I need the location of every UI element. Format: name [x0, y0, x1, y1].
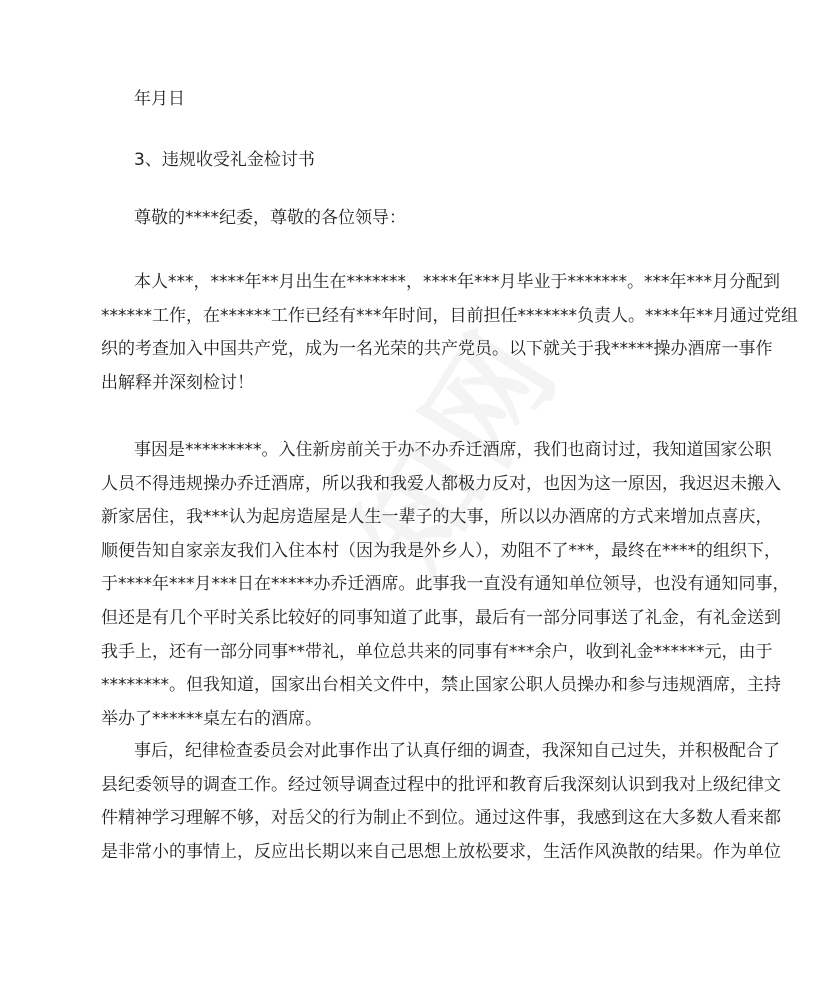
paragraph-line: ******工作，在******工作已经有***年时间，目前担任*******负责人。****年**月通过党组 [101, 305, 798, 326]
paragraph-incident-cause [101, 434, 790, 736]
paragraph-line: 顺便告知自家亲友我们入住本村（因为我是外乡人），劝阻不了***，最终在****的组织下， [101, 540, 781, 561]
paragraph-line: 事因是*********。入住新房前关于办不办乔迁酒席，我们也商讨过，我知道国家公职 [134, 440, 772, 460]
paragraph-line: 县纪委领导的调查工作。经过领导调查过程中的批评和教育后我深刻认识到我对上级纪律文 [101, 774, 781, 795]
paragraph-aftermath [101, 735, 781, 869]
paragraph-line: ********。但我知道，国家出台相关文件中，禁止国家公职人员操办和参与违规酒席，主持 [101, 675, 781, 696]
salutation: 尊敬的****纪委，尊敬的各位领导： [134, 208, 406, 228]
paragraph-self-introduction [101, 266, 798, 400]
section-title: 3、违规收受礼金检讨书 [134, 150, 315, 170]
paragraph-line: 于****年***月***日在*****办乔迁酒席。此事我一直没有通知单位领导，也没有通知同事， [101, 574, 790, 595]
paragraph-line: 出解释并深刻检讨！ [101, 372, 254, 393]
paragraph-line: 本人***，****年**月出生在*******，****年***月毕业于*******。***年***月分配到 [134, 272, 780, 292]
date-line: 年月日 [134, 89, 185, 109]
paragraph-line: 新家居住，我***认为起房造屋是人生一辈子的大事，所以以办酒席的方式来增加点喜庆， [101, 507, 773, 528]
paragraph-line: 是非常小的事情上，反应出长期以来自己思想上放松要求，生活作风涣散的结果。作为单位 [101, 841, 781, 862]
paragraph-line: 人员不得违规操办乔迁酒席，所以我和我爱人都极力反对，也因为这一原因，我迟迟未搬入 [101, 473, 781, 494]
paragraph-line: 但还是有几个平时关系比较好的同事知道了此事，最后有一部分同事送了礼金，有礼金送到 [101, 607, 781, 628]
paragraph-line: 事后，纪律检查委员会对此事作出了认真仔细的调查，我深知自己过失，并积极配合了 [134, 741, 780, 761]
paragraph-line: 我手上，还有一部分同事**带礼，单位总共来的同事有***余户，收到礼金******元，由于 [101, 641, 773, 662]
paragraph-line: 举办了******桌左右的酒席。 [101, 708, 322, 729]
paragraph-line: 件精神学习理解不够，对岳父的行为制止不到位。通过这件事，我感到这在大多数人看来都 [101, 808, 781, 829]
paragraph-line: 织的考查加入中国共产党，成为一名光荣的共产党员。以下就关于我*****操办酒席一事作 [101, 339, 773, 360]
